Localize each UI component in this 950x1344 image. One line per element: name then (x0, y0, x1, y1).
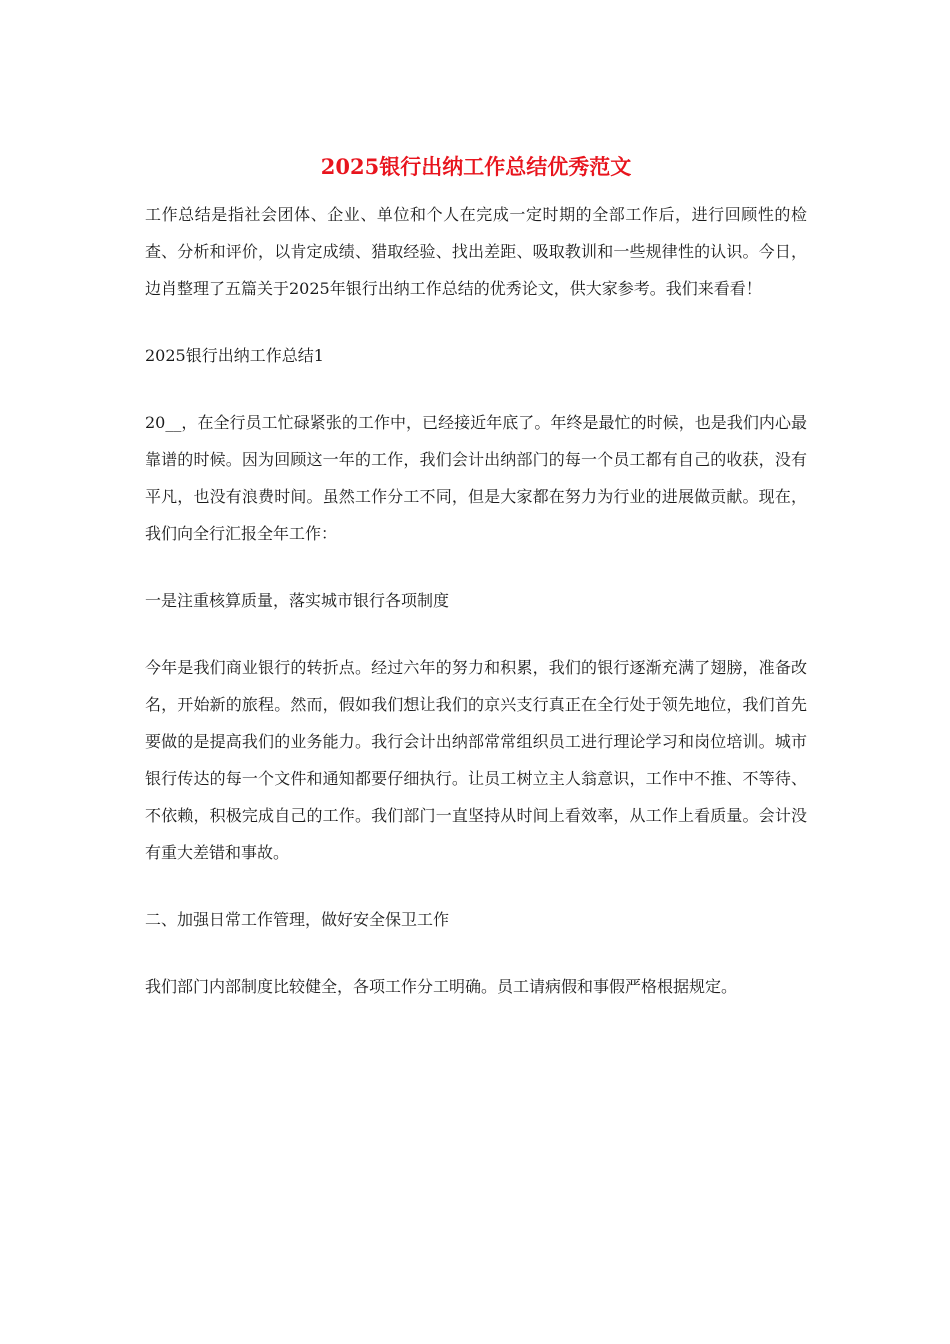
section-title: 2025银行出纳工作总结1 (145, 346, 324, 365)
paragraph-1: 20__，在全行员工忙碌紧张的工作中，已经接近年底了。年终是最忙的时候，也是我们内心最靠谱的时候。因为回顾这一年的工作，我们会计出纳部门的每一个员工都有自己的收获，没有平凡，也没有浪费时间。虽然工作分工不同，但是大家都在努力为行业的进展做贡献。现在，我们向全行汇报全年工作： (145, 413, 807, 543)
paragraph-3: 我们部门内部制度比较健全，各项工作分工明确。员工请病假和事假严格根据规定。 (145, 977, 738, 996)
paragraph-2: 今年是我们商业银行的转折点。经过六年的努力和积累，我们的银行逐渐充满了翅膀，准备改名，开始新的旅程。然而，假如我们想让我们的京兴支行真正在全行处于领先地位，我们首先要做的是提高我们的业务能力。我行会计出纳部常常组织员工进行理论学习和岗位培训。城市银行传达的每一个文件和通知都要仔细执行。让员工树立主人翁意识，工作中不推、不等待、不依赖，积极完成自己的工作。我们部门一直坚持从时间上看效率，从工作上看质量。会计没有重大差错和事故。 (145, 658, 807, 862)
subheading-1: 一是注重核算质量，落实城市银行各项制度 (145, 591, 450, 610)
document-title: 2025银行出纳工作总结优秀范文 (320, 154, 632, 179)
document-body (145, 150, 807, 1035)
subheading-2: 二、加强日常工作管理，做好安全保卫工作 (145, 910, 450, 929)
intro-paragraph: 工作总结是指社会团体、企业、单位和个人在完成一定时期的全部工作后，进行回顾性的检查、分析和评价，以肯定成绩、猎取经验、找出差距、吸取教训和一些规律性的认识。今日，边肖整理了五篇关于2025年银行出纳工作总结的优秀论文，供大家参考。我们来看看！ (145, 205, 807, 298)
